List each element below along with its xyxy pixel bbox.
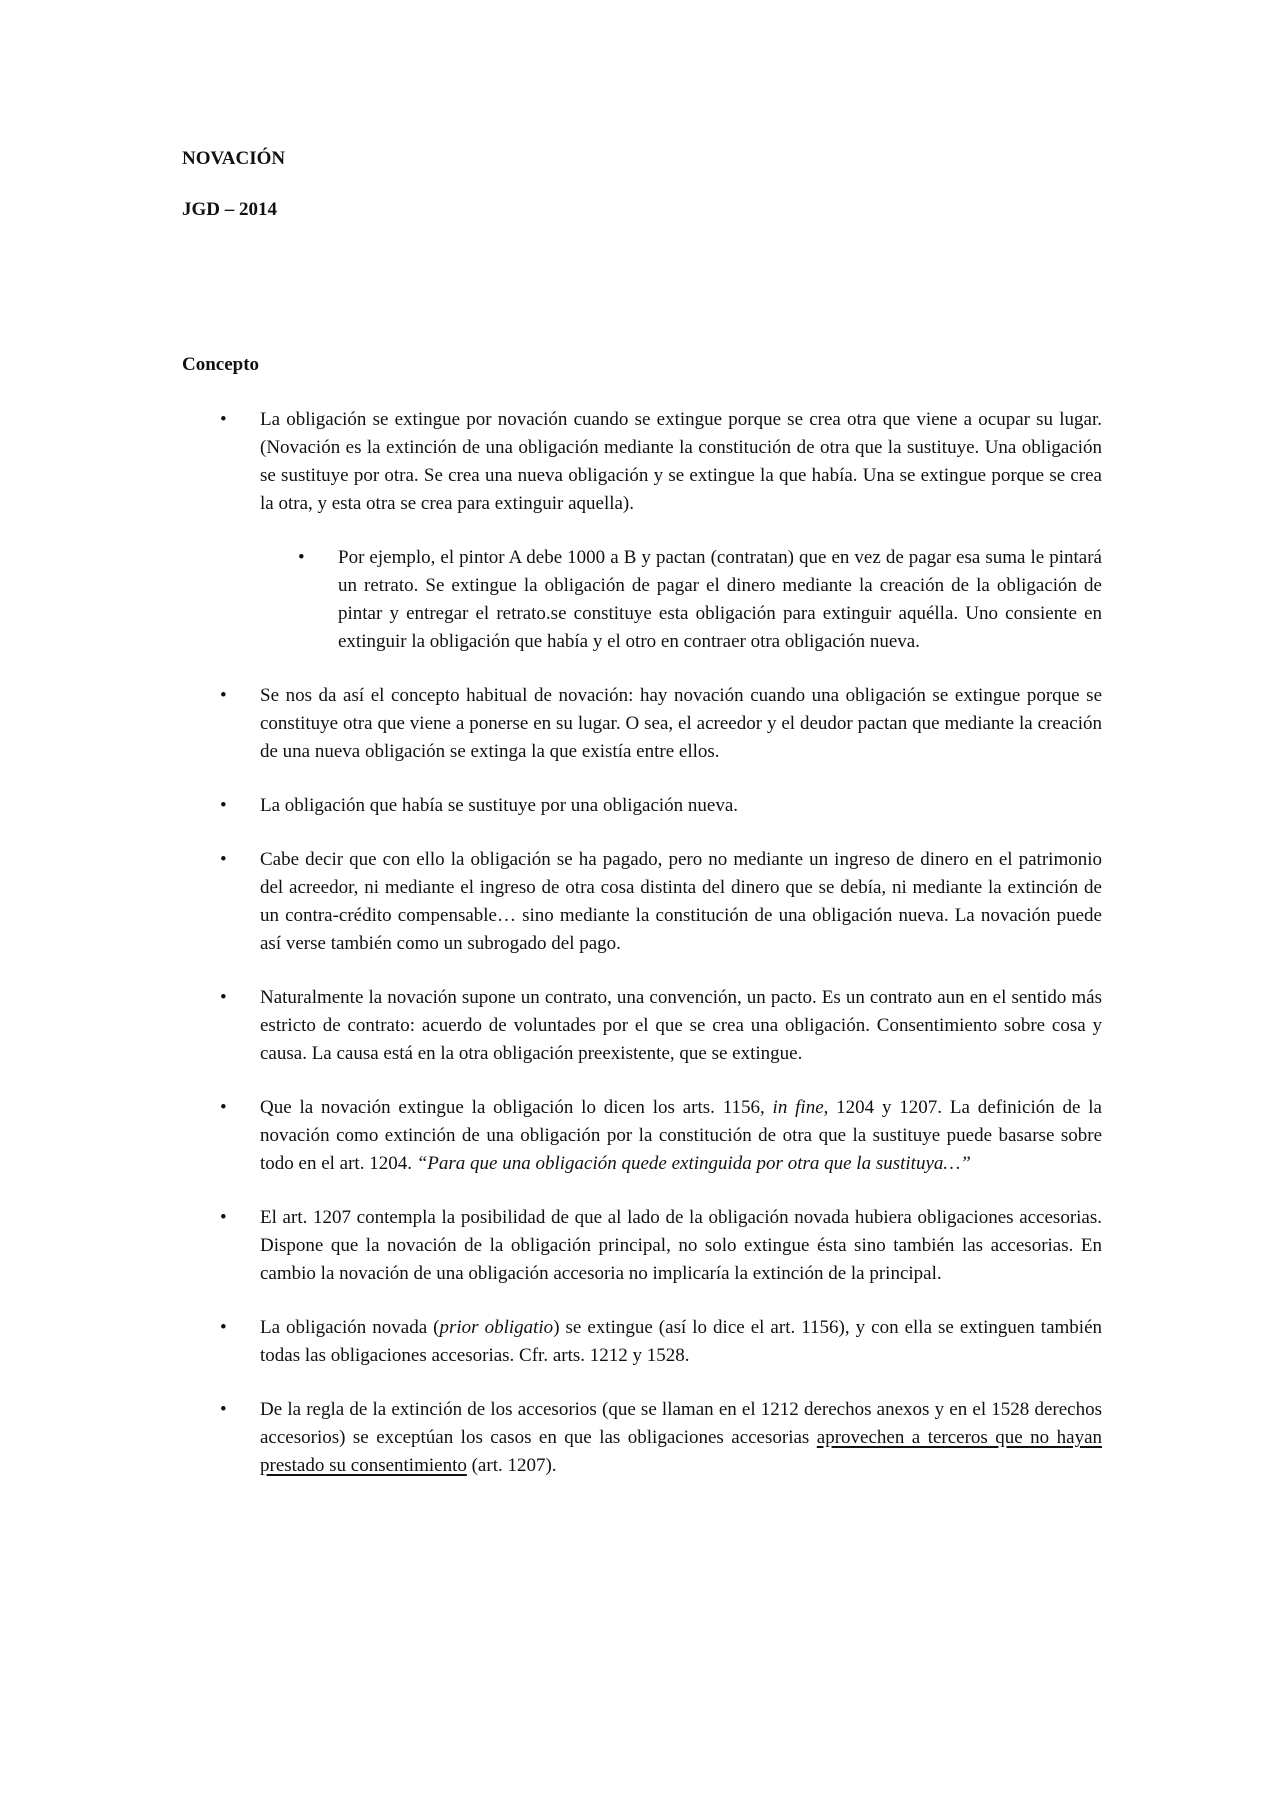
bullet-icon: •: [220, 1207, 227, 1228]
bullet-icon: •: [298, 547, 305, 568]
text-run: La obligación novada (: [260, 1317, 440, 1338]
italic-quote: “Para que una obligación quede extinguida por otra que la sustituya…”: [416, 1153, 971, 1174]
text-run: ) se extingue (así lo dice el art. 1156), y con ella se extinguen también todas las obligaciones accesorias. Cfr. arts. 1212 y 1528.: [260, 1317, 1103, 1366]
paragraph: La obligación que había se sustituye por una obligación nueva.: [260, 795, 739, 816]
section-heading: Concepto: [182, 354, 260, 375]
paragraph: El art. 1207 contempla la posibilidad de que al lado de la obligación novada hubiera obligaciones accesorias. Dispone que la novación de la obligación principal, no solo extingue ésta sino también las accesorias. En cambio la novación de una obligación accesoria no implicaría la extinción de la principal.: [260, 1207, 1102, 1284]
paragraph: Por ejemplo, el pintor A debe 1000 a B y pactan (contratan) que en vez de pagar esa suma le pintará un retrato. Se extingue la obligación de pagar el dinero mediante la creación de la obligación de pintar y entregar el retrato.se constituye esta obligación para extinguir aquélla. Uno consiente en extinguir la obligación que había y el otro en contraer otra obligación nueva.: [338, 547, 1102, 652]
paragraph: [260, 1314, 1102, 1370]
list-item: [182, 1396, 1102, 1480]
bullet-icon: •: [220, 849, 227, 870]
bullet-icon: •: [220, 987, 227, 1008]
bullet-icon: •: [220, 685, 227, 706]
bullet-icon: •: [220, 409, 227, 430]
text-run: (art. 1207).: [466, 1455, 557, 1476]
document-body: [182, 406, 1102, 1506]
text-run: , 1204 y 1207. La definición de la novación como extinción de una obligación por la constitución de otra que la sustituye puede basarse sobre todo en el art. 1204.: [260, 1097, 1102, 1174]
text-run: De la regla de la extinción de los accesorios (que se llaman en el 1212 derechos anexos y en el 1528 derechos accesorios) se exceptúan los casos en que las obligaciones accesorias: [260, 1399, 1102, 1448]
paragraph: [260, 1396, 1102, 1480]
list-item: [182, 984, 1102, 1068]
list-item: [182, 1094, 1102, 1178]
list-item: [182, 846, 1102, 958]
list-item: [182, 406, 1102, 656]
bullet-list: [182, 406, 1102, 1480]
italic-term: in fine: [772, 1097, 824, 1118]
paragraph: Se nos da así el concepto habitual de novación: hay novación cuando una obligación se extingue porque se constituye otra que viene a ponerse en su lugar. O sea, el acreedor y el deudor pactan que mediante la creación de una nueva obligación se extinga la que existía entre ellos.: [260, 685, 1102, 762]
bullet-icon: •: [220, 1097, 227, 1118]
bullet-icon: •: [220, 795, 227, 816]
paragraph: La obligación se extingue por novación cuando se extingue porque se crea otra que viene a ocupar su lugar. (Novación es la extinción de una obligación mediante la constitución de otra que la sustituye. Una obligación se sustituye por otra. Se crea una nueva obligación y se extingue la que había. Una se extingue porque se crea la otra, y esta otra se crea para extinguir aquella).: [260, 409, 1102, 514]
sub-list-item: [260, 544, 1102, 656]
italic-term: prior obligatio: [439, 1317, 554, 1338]
bullet-icon: •: [220, 1317, 227, 1338]
sub-bullet-list: [260, 544, 1102, 656]
list-item: [182, 682, 1102, 766]
list-item: [182, 1204, 1102, 1288]
bullet-icon: •: [220, 1399, 227, 1420]
list-item: [182, 1314, 1102, 1370]
list-item: [182, 792, 1102, 820]
text-run: Que la novación extingue la obligación lo dicen los arts. 1156,: [260, 1097, 773, 1118]
paragraph: [260, 1094, 1102, 1178]
paragraph: Naturalmente la novación supone un contrato, una convención, un pacto. Es un contrato aun en el sentido más estricto de contrato: acuerdo de voluntades por el que se crea una obligación. Consentimiento sobre cosa y causa. La causa está en la otra obligación preexistente, que se extingue.: [260, 987, 1102, 1064]
paragraph: Cabe decir que con ello la obligación se ha pagado, pero no mediante un ingreso de dinero en el patrimonio del acreedor, ni mediante el ingreso de otra cosa distinta del dinero que se debía, ni mediante la extinción de un contra-crédito compensable… sino mediante la constitución de una obligación nueva. La novación puede así verse también como un subrogado del pago.: [260, 849, 1102, 954]
document-subtitle: JGD – 2014: [182, 199, 277, 220]
document-title: NOVACIÓN: [182, 148, 286, 169]
underlined-phrase: aprovechen a terceros que no hayan prestado su consentimiento: [260, 1427, 1102, 1476]
